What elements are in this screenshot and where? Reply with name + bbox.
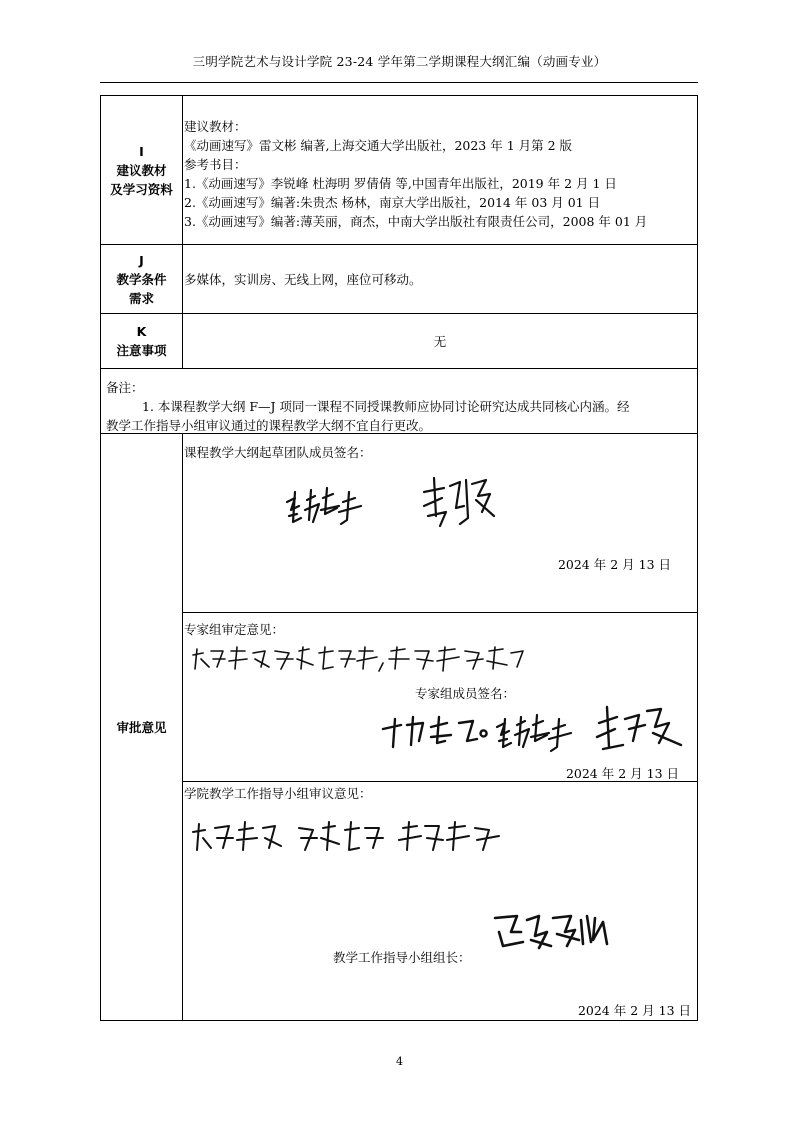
remarks-row bbox=[101, 369, 697, 434]
drafting-section bbox=[183, 434, 697, 613]
section-j-letter: J bbox=[139, 252, 144, 268]
section-i-letter: I bbox=[139, 143, 144, 159]
approval-content bbox=[183, 434, 697, 1020]
expert-signature-2 bbox=[493, 711, 573, 755]
reference-heading: 参考书目： bbox=[184, 157, 247, 172]
section-j-label-line2: 需求 bbox=[128, 290, 154, 306]
section-k-label bbox=[101, 314, 183, 368]
drafting-signature-1 bbox=[283, 480, 363, 530]
expert-members-label: 专家组成员签名： bbox=[415, 686, 516, 701]
section-j-label-line1: 教学条件 bbox=[116, 271, 167, 287]
section-k-content bbox=[183, 314, 697, 368]
expert-signature-3 bbox=[595, 701, 687, 757]
textbook-heading: 建议教材： bbox=[184, 119, 247, 134]
expert-opinion-handwriting bbox=[189, 645, 529, 675]
section-j-content bbox=[183, 245, 697, 313]
section-i-label-line2: 及学习资料 bbox=[110, 181, 173, 197]
header-rule bbox=[100, 82, 698, 83]
notes-value: 无 bbox=[433, 333, 447, 349]
drafting-date: 2024 年 2 月 13 日 bbox=[557, 557, 671, 572]
section-j-label bbox=[101, 245, 183, 313]
section-i-label-line1: 建议教材 bbox=[116, 162, 167, 178]
college-section bbox=[183, 782, 697, 1020]
reference-entry-1: 1.《动画速写》李锐峰 杜海明 罗倩倩 等,中国青年出版社，2019 年 2 月 1 日 bbox=[184, 176, 617, 191]
section-j-row bbox=[101, 245, 697, 314]
college-leader-signature bbox=[491, 910, 613, 952]
expert-title: 专家组审定意见： bbox=[184, 622, 285, 637]
section-i-content bbox=[183, 96, 697, 244]
expert-signature-1 bbox=[381, 711, 489, 751]
section-i-label bbox=[101, 96, 183, 244]
syllabus-table bbox=[100, 95, 698, 1021]
page-header: 三明学院艺术与设计学院 23-24 学年第二学期课程大纲汇编（动画专业） bbox=[192, 54, 607, 69]
reference-entry-3: 3.《动画速写》编著:薄芙丽，商杰，中南大学出版社有限责任公司，2008 年 01 月 bbox=[184, 214, 648, 229]
approval-label bbox=[101, 434, 183, 1020]
teaching-conditions-text: 多媒体，实训房、无线上网，座位可移动。 bbox=[184, 271, 422, 287]
drafting-title: 课程教学大纲起草团队成员签名： bbox=[184, 445, 372, 460]
section-k-row bbox=[101, 314, 697, 369]
page-number: 4 bbox=[396, 1055, 403, 1068]
college-title: 学院教学工作指导小组审议意见： bbox=[184, 786, 372, 801]
remarks-title: 备注： bbox=[106, 380, 144, 395]
approval-label-text: 审批意见 bbox=[116, 719, 167, 735]
college-opinion-handwriting bbox=[189, 820, 509, 856]
approval-row bbox=[101, 434, 697, 1020]
college-leader-label: 教学工作指导小组组长： bbox=[333, 950, 471, 965]
drafting-signature-2 bbox=[420, 472, 500, 530]
section-i-row bbox=[101, 96, 697, 245]
college-date: 2024 年 2 月 13 日 bbox=[577, 1003, 691, 1018]
remarks-content bbox=[106, 378, 692, 435]
expert-date: 2024 年 2 月 13 日 bbox=[565, 766, 679, 781]
expert-section bbox=[183, 613, 697, 782]
section-k-letter: K bbox=[136, 324, 147, 339]
textbook-entry: 《动画速写》雷文彬 编著,上海交通大学出版社，2023 年 1 月第 2 版 bbox=[184, 138, 573, 153]
section-k-label-line1: 注意事项 bbox=[116, 343, 167, 358]
reference-entry-2: 2.《动画速写》编著:朱贵杰 杨林，南京大学出版社，2014 年 03 月 01 日 bbox=[184, 195, 601, 210]
remarks-line-2: 教学工作指导小组审议通过的课程教学大纲不宜自行更改。 bbox=[106, 418, 432, 433]
remarks-line-1: 1. 本课程教学大纲 F—J 项同一课程不同授课教师应协同讨论研究达成共同核心内涵。经 bbox=[142, 399, 630, 414]
